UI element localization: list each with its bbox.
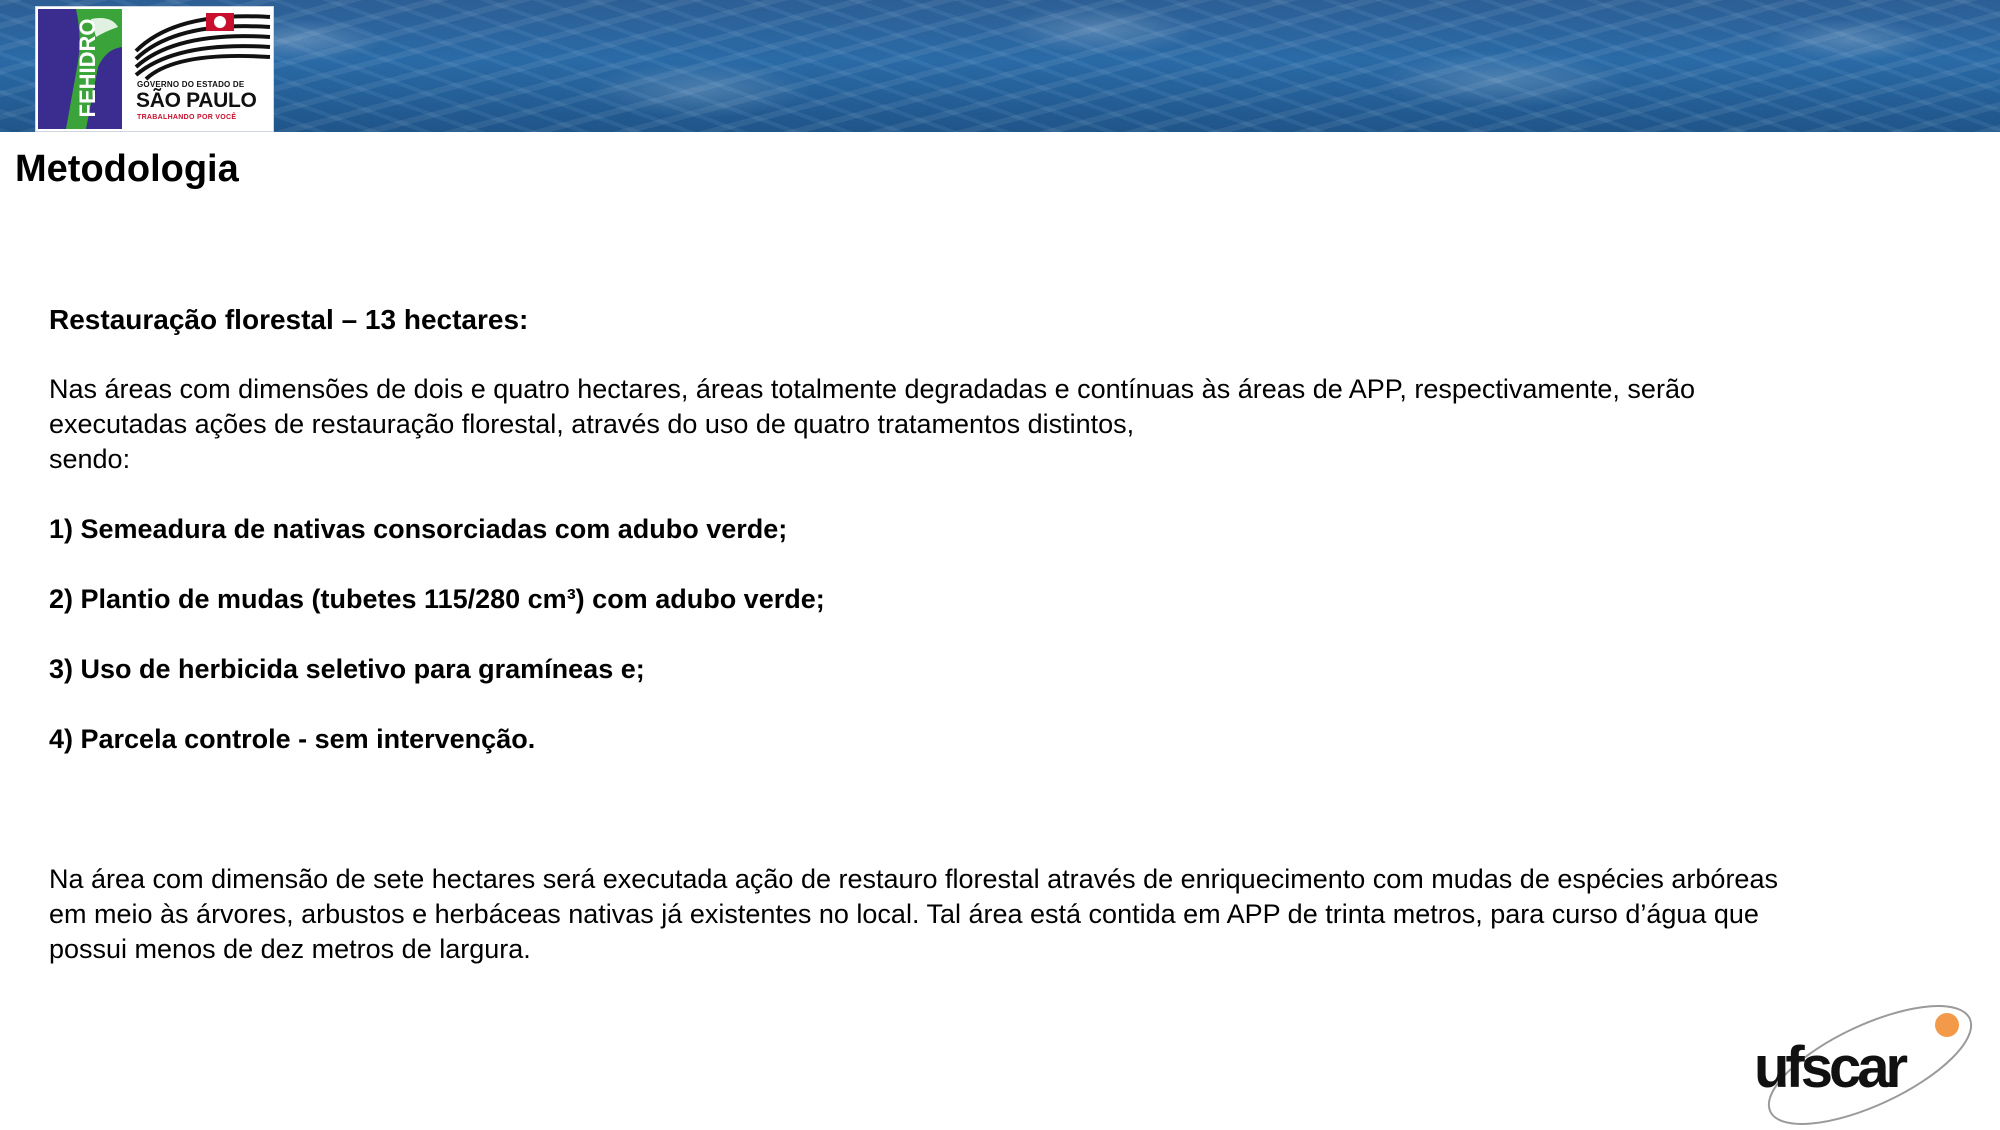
fehidro-sao-paulo-logo [35,6,274,132]
intro-line-2: executadas ações de restauração florestal, através do uso de quatro tratamentos distintos, [49,409,1135,439]
section-subtitle: Restauração florestal – 13 hectares: [49,304,529,335]
ufscar-wordmark: ufscar [1754,1035,1905,1100]
slide-body [49,302,1949,967]
ufscar-logo [1740,995,1985,1125]
closing-line-2: em meio às árvores, arbustos e herbáceas nativas já existentes no local. Tal área está contida em APP de trinta metros, para curso d’água que [49,899,1759,929]
treatment-item-2: 2) Plantio de mudas (tubetes 115/280 cm³) com adubo verde; [49,584,825,614]
state-name: SÃO PAULO [136,89,257,112]
logo-tagline: TRABALHANDO POR VOCÊ [137,114,237,121]
treatment-item-4: 4) Parcela controle - sem intervenção. [49,724,536,754]
ufscar-logo-graphic [1740,995,1985,1125]
header-banner [0,0,2000,132]
closing-line-3: possui menos de dez metros de largura. [49,934,531,964]
page-title: Metodologia [15,148,239,190]
fehidro-brand-text: FEHIDRO [75,18,100,118]
intro-line-1: Nas áreas com dimensões de dois e quatro hectares, áreas totalmente degradadas e contínuas às áreas de APP, respectivamente, serão [49,374,1695,404]
treatment-item-1: 1) Semeadura de nativas consorciadas com adubo verde; [49,514,788,544]
treatment-item-3: 3) Uso de herbicida seletivo para gramíneas e; [49,654,645,684]
closing-line-1: Na área com dimensão de sete hectares será executada ação de restauro florestal através de enriquecimento com mudas de espécies arbóreas [49,864,1778,894]
gov-line: GOVERNO DO ESTADO DE [137,80,245,89]
intro-line-3: sendo: [49,444,131,474]
